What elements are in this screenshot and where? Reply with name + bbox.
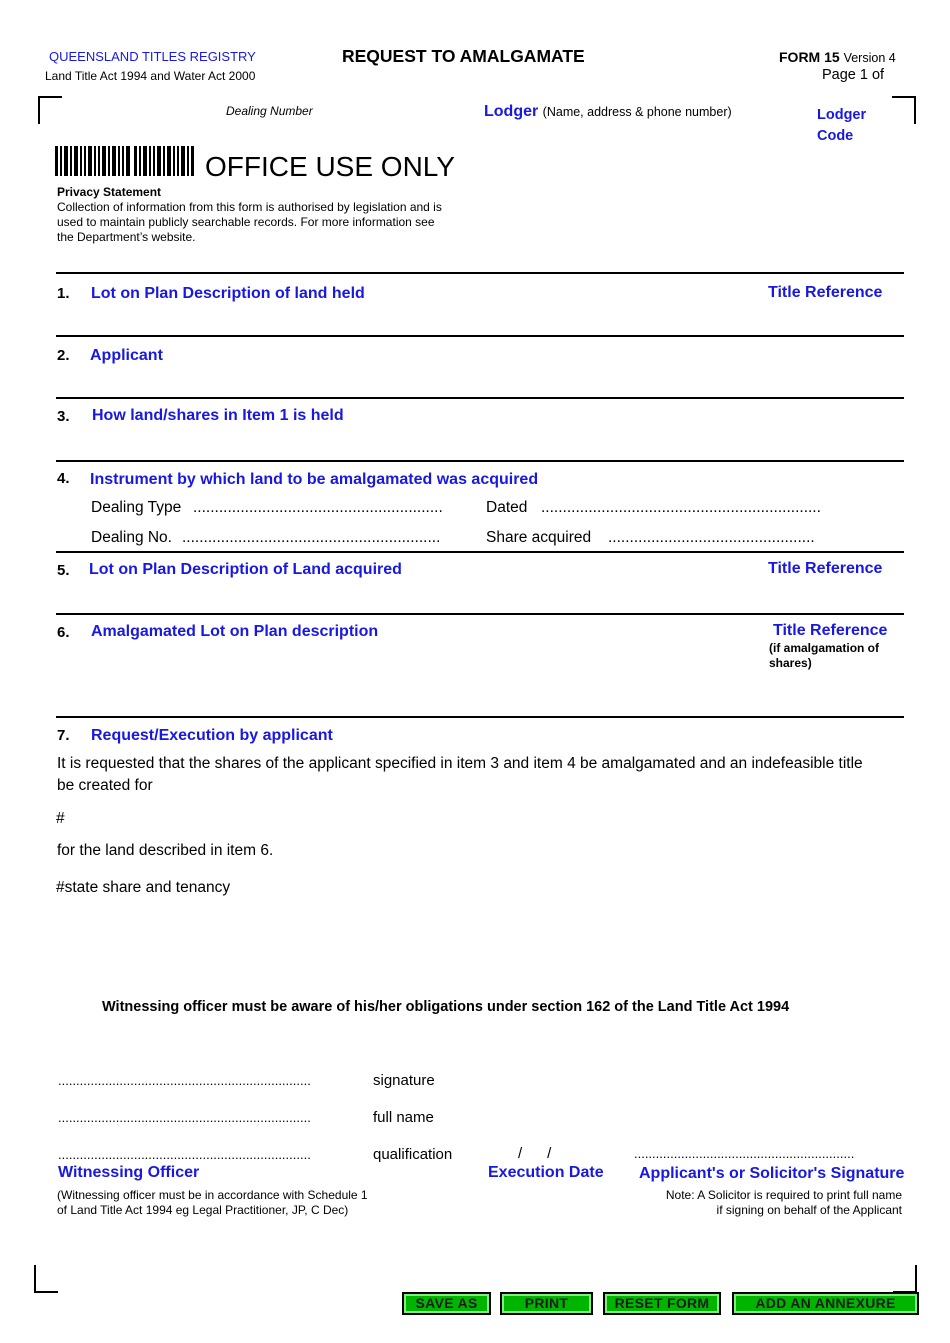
form-number	[779, 49, 896, 65]
item-5-number: 5.	[57, 562, 70, 579]
print-button[interactable]: PRINT	[500, 1292, 593, 1315]
solicitor-note	[666, 1188, 902, 1218]
share-acquired-label: Share acquired	[486, 529, 592, 546]
lodger-code-line2: Code	[817, 128, 854, 144]
qualification-field[interactable]: ......................................................................	[58, 1147, 311, 1162]
privacy-line: the Department’s website.	[57, 230, 196, 244]
section-divider	[56, 716, 904, 718]
section-divider	[56, 272, 904, 274]
state-share-note: #state share and tenancy	[56, 879, 231, 896]
acts-line: Land Title Act 1994 and Water Act 2000	[45, 69, 256, 83]
form-label: FORM 15	[779, 49, 840, 65]
save-as-button[interactable]: SAVE AS	[402, 1292, 491, 1315]
section-divider	[56, 551, 904, 553]
privacy-text	[57, 200, 442, 245]
section-divider	[56, 460, 904, 462]
witness-notice: Witnessing officer must be aware of his/her obligations under section 162 of the Land Title Act 1994	[102, 999, 790, 1015]
item-3-number: 3.	[57, 408, 70, 425]
witnessing-officer-note	[57, 1188, 368, 1218]
note-line: if signing on behalf of the Applicant	[716, 1203, 902, 1217]
share-acquired-field[interactable]: ................................................	[608, 529, 815, 546]
applicant-signature-field[interactable]: .............................................................	[634, 1146, 855, 1161]
dated-label: Dated	[486, 499, 528, 516]
item-3-heading: How land/shares in Item 1 is held	[92, 407, 344, 424]
item-1-number: 1.	[57, 285, 70, 302]
corner-mark-top-right	[892, 96, 916, 124]
item-5-title-reference: Title Reference	[768, 560, 883, 577]
form-version: Version 4	[843, 51, 896, 65]
corner-mark-top-left	[38, 96, 62, 124]
full-name-label: full name	[373, 1109, 434, 1126]
corner-mark-bottom-left	[34, 1265, 58, 1293]
item-4-heading: Instrument by which land to be amalgamated was acquired	[90, 471, 539, 488]
dealing-type-field[interactable]: ..........................................................	[193, 499, 443, 516]
lodger-title: Lodger	[484, 103, 539, 120]
privacy-title: Privacy Statement	[57, 185, 162, 199]
office-use-only: OFFICE USE ONLY	[205, 151, 455, 182]
item-6-number: 6.	[57, 624, 70, 641]
signature-label: signature	[373, 1072, 435, 1089]
item-4-number: 4.	[57, 470, 70, 487]
dealing-number-label: Dealing Number	[226, 104, 313, 118]
witnessing-officer-title: Witnessing Officer	[58, 1164, 200, 1181]
item-6-title-reference: Title Reference	[773, 622, 888, 639]
lodger-code-line1: Lodger	[817, 107, 867, 123]
dealing-no-field[interactable]: ............................................................	[182, 529, 441, 546]
lodger-note: (Name, address & phone number)	[542, 105, 732, 119]
reset-form-button[interactable]: RESET FORM	[603, 1292, 721, 1315]
barcode-icon	[55, 146, 200, 176]
signature-field[interactable]: ......................................................................	[58, 1073, 311, 1088]
share-tenancy-field[interactable]: #	[56, 810, 65, 827]
lodger-code-label	[817, 105, 866, 147]
for-land-text: for the land described in item 6.	[57, 842, 274, 859]
item-6-title-reference-note	[769, 641, 879, 671]
execution-date-field[interactable]: / /	[518, 1145, 552, 1162]
note-line: (Witnessing officer must be in accordance with Schedule 1	[57, 1188, 368, 1202]
add-annexure-button[interactable]: ADD AN ANNEXURE	[732, 1292, 919, 1315]
registry-name: QUEENSLAND TITLES REGISTRY	[49, 49, 256, 64]
note-line: Note: A Solicitor is required to print full name	[665, 1188, 902, 1202]
request-text-line1: It is requested that the shares of the applicant specified in item 3 and item 4 be amalgamated and an indefeasible title	[57, 755, 863, 772]
page-number: Page 1 of	[822, 67, 885, 83]
privacy-line: used to maintain publicly searchable records. For more information see	[57, 215, 435, 229]
item-6-heading: Amalgamated Lot on Plan description	[91, 623, 379, 640]
note-line: (if amalgamation of	[769, 641, 880, 655]
section-divider	[56, 613, 904, 615]
form-title: REQUEST TO AMALGAMATE	[342, 46, 585, 66]
item-1-title-reference: Title Reference	[768, 284, 883, 301]
dealing-type-label: Dealing Type	[91, 499, 182, 516]
section-divider	[56, 397, 904, 399]
note-line: of Land Title Act 1994 eg Legal Practitioner, JP, C Dec)	[57, 1203, 349, 1217]
section-divider	[56, 335, 904, 337]
execution-date-title: Execution Date	[488, 1164, 604, 1181]
privacy-line: Collection of information from this form is authorised by legislation and is	[57, 200, 442, 214]
lodger-label	[484, 103, 732, 121]
dealing-no-label: Dealing No.	[91, 529, 172, 546]
item-2-number: 2.	[57, 347, 70, 364]
corner-mark-bottom-right	[893, 1265, 917, 1293]
item-5-heading: Lot on Plan Description of Land acquired	[89, 561, 402, 578]
request-text-line2: be created for	[57, 777, 153, 794]
item-1-heading: Lot on Plan Description of land held	[91, 285, 365, 302]
full-name-field[interactable]: ......................................................................	[58, 1110, 311, 1125]
note-line: shares)	[769, 656, 812, 670]
item-7-number: 7.	[57, 727, 70, 744]
qualification-label: qualification	[373, 1146, 453, 1163]
dated-field[interactable]: .................................................................	[541, 499, 821, 516]
applicant-signature-title: Applicant's or Solicitor's Signature	[639, 1165, 905, 1182]
item-2-heading: Applicant	[90, 347, 163, 364]
item-7-heading: Request/Execution by applicant	[91, 727, 333, 744]
